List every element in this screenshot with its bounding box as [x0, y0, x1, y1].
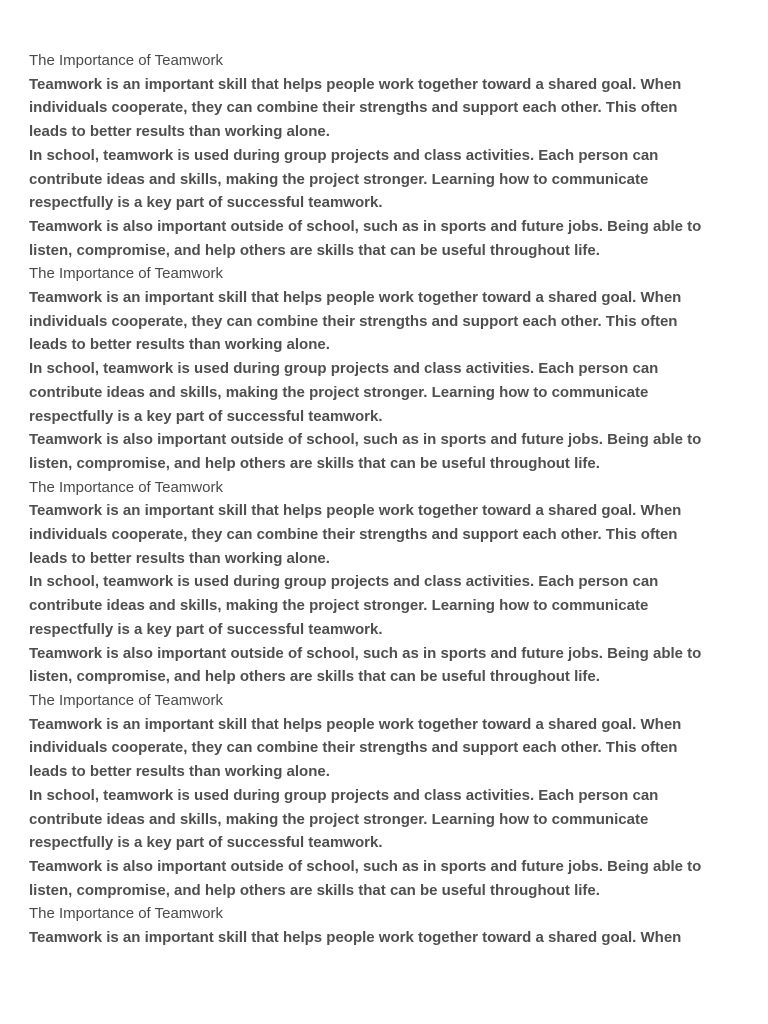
section-title: The Importance of Teamwork	[29, 265, 223, 283]
paragraph	[29, 215, 741, 262]
paragraph-line: leads to better results than working alone.	[29, 123, 330, 141]
paragraph-line: leads to better results than working alone.	[29, 336, 330, 354]
paragraph-line: In school, teamwork is used during group projects and class activities. Each person can	[29, 786, 659, 804]
paragraph-line: individuals cooperate, they can combine their strengths and support each other. This often	[29, 526, 678, 544]
paragraph-line: Teamwork is an important skill that helps people work together toward a shared goal. When	[29, 929, 682, 947]
section-title: The Importance of Teamwork	[29, 905, 223, 923]
paragraph	[29, 926, 741, 950]
paragraph-line: contribute ideas and skills, making the project stronger. Learning how to communicate	[29, 383, 649, 401]
paragraph	[29, 144, 741, 215]
paragraph-line: respectfully is a key part of successful teamwork.	[29, 407, 383, 425]
paragraph-line: leads to better results than working alone.	[29, 763, 330, 781]
paragraph-line: listen, compromise, and help others are skills that can be useful throughout life.	[29, 454, 600, 472]
paragraph	[29, 357, 741, 428]
section-title: The Importance of Teamwork	[29, 52, 223, 69]
document-body	[29, 49, 741, 950]
paragraph-line: Teamwork is also important outside of school, such as in sports and future jobs. Being able to	[29, 857, 702, 875]
paragraph-line: listen, compromise, and help others are skills that can be useful throughout life.	[29, 668, 600, 686]
paragraph-line: listen, compromise, and help others are skills that can be useful throughout life.	[29, 881, 600, 899]
paragraph-line: Teamwork is an important skill that helps people work together toward a shared goal. When	[29, 75, 682, 93]
paragraph-line: Teamwork is also important outside of school, such as in sports and future jobs. Being able to	[29, 217, 702, 235]
paragraph-line: respectfully is a key part of successful teamwork.	[29, 620, 383, 638]
paragraph	[29, 784, 741, 855]
paragraph-line: Teamwork is an important skill that helps people work together toward a shared goal. When	[29, 715, 682, 733]
section-title: The Importance of Teamwork	[29, 691, 223, 709]
paragraph-line: respectfully is a key part of successful teamwork.	[29, 834, 383, 852]
paragraph-line: individuals cooperate, they can combine their strengths and support each other. This often	[29, 312, 678, 330]
paragraph	[29, 499, 741, 570]
paragraph	[29, 570, 741, 641]
paragraph-line: leads to better results than working alone.	[29, 549, 330, 567]
paragraph	[29, 428, 741, 475]
paragraph	[29, 642, 741, 689]
paragraph-line: Teamwork is also important outside of school, such as in sports and future jobs. Being able to	[29, 644, 702, 662]
paragraph	[29, 73, 741, 144]
paragraph-line: In school, teamwork is used during group projects and class activities. Each person can	[29, 573, 659, 591]
paragraph-line: In school, teamwork is used during group projects and class activities. Each person can	[29, 360, 659, 378]
paragraph-line: contribute ideas and skills, making the project stronger. Learning how to communicate	[29, 597, 649, 615]
paragraph-line: contribute ideas and skills, making the project stronger. Learning how to communicate	[29, 810, 649, 828]
paragraph-line: Teamwork is an important skill that helps people work together toward a shared goal. When	[29, 289, 682, 307]
paragraph-line: listen, compromise, and help others are skills that can be useful throughout life.	[29, 241, 600, 259]
paragraph-line: contribute ideas and skills, making the project stronger. Learning how to communicate	[29, 170, 649, 188]
paragraph-line: Teamwork is an important skill that helps people work together toward a shared goal. When	[29, 502, 682, 520]
section-title: The Importance of Teamwork	[29, 478, 223, 496]
paragraph-line: respectfully is a key part of successful teamwork.	[29, 194, 383, 212]
paragraph	[29, 855, 741, 902]
paragraph-line: Teamwork is also important outside of school, such as in sports and future jobs. Being able to	[29, 431, 702, 449]
paragraph	[29, 286, 741, 357]
paragraph-line: In school, teamwork is used during group projects and class activities. Each person can	[29, 146, 659, 164]
paragraph	[29, 713, 741, 784]
paragraph-line: individuals cooperate, they can combine their strengths and support each other. This often	[29, 99, 678, 117]
paragraph-line: individuals cooperate, they can combine their strengths and support each other. This often	[29, 739, 678, 757]
